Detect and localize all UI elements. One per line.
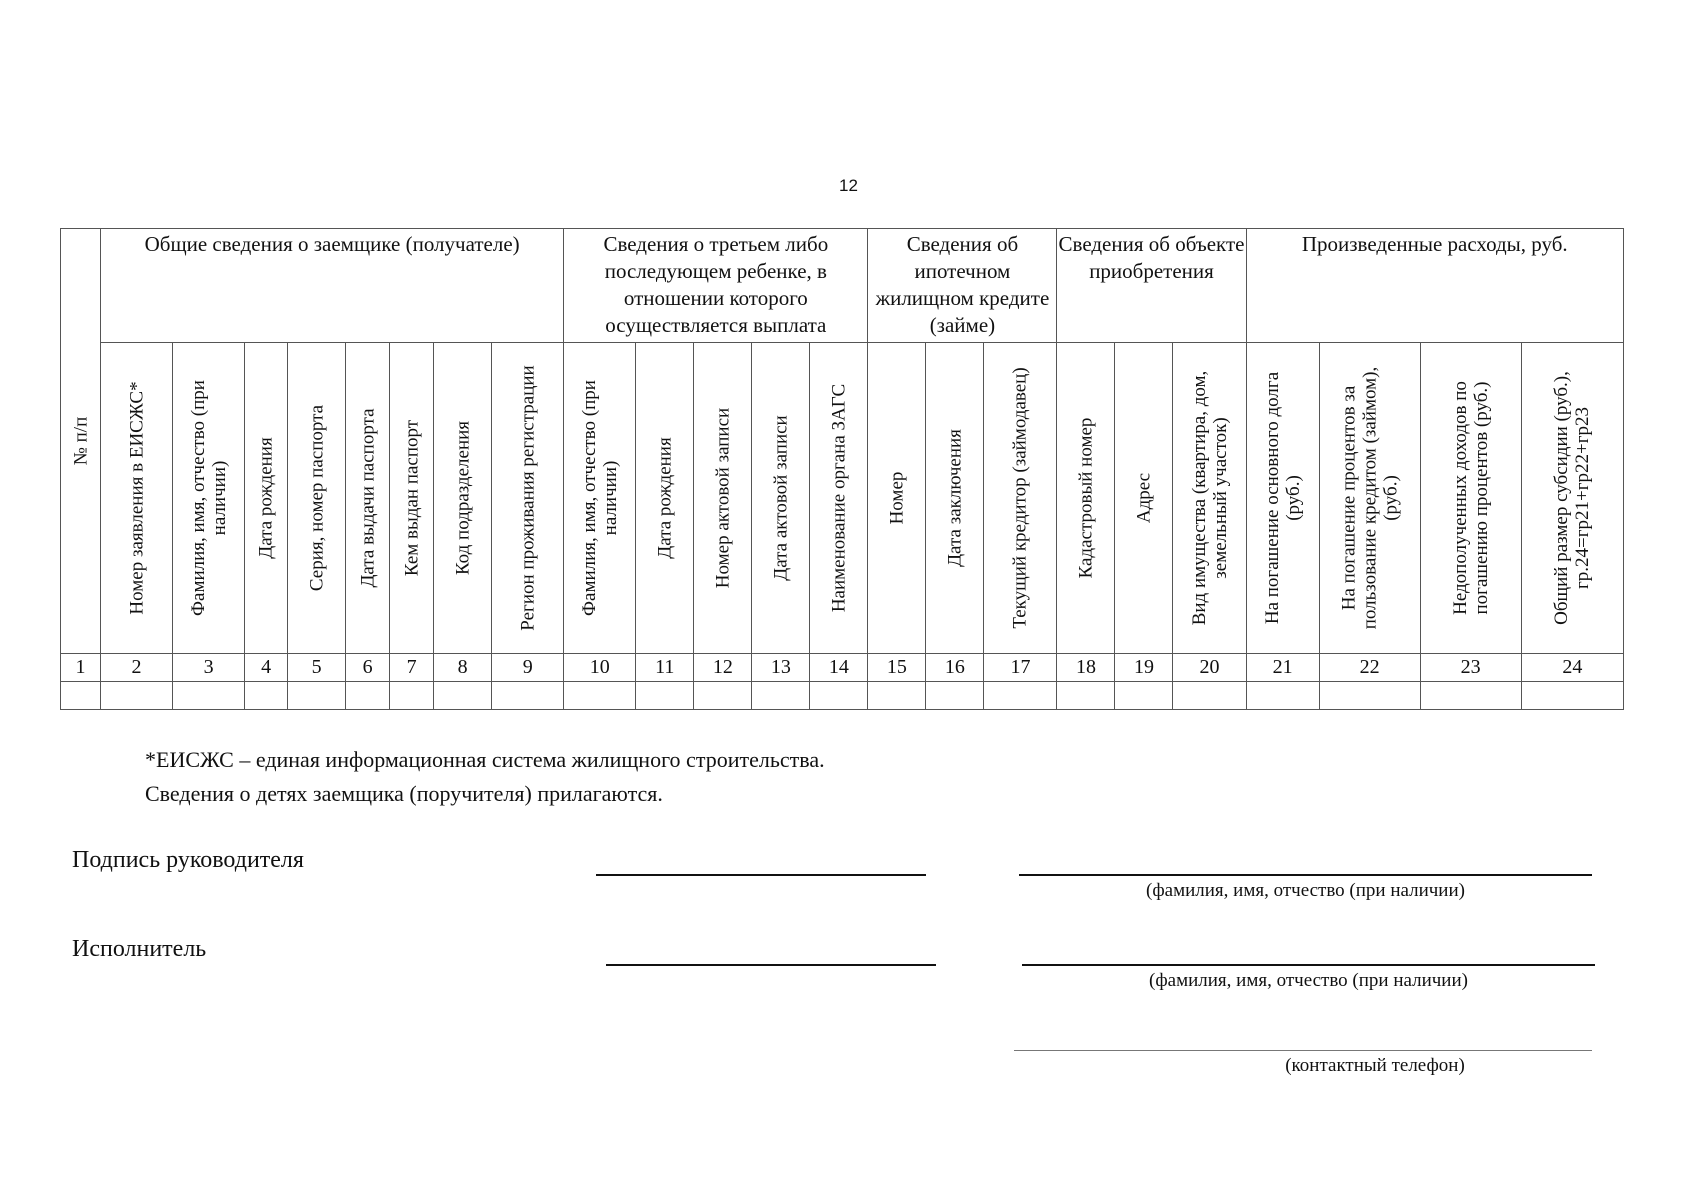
- col-header-23: Недополученных доходов по погашению процентов (руб.): [1420, 343, 1521, 654]
- head-name-line[interactable]: [1019, 874, 1592, 876]
- col-header-8: Код подразделения: [434, 343, 492, 654]
- col-header-24: Общий размер субсидии (руб.), гр.24=гр21+гр22+гр23: [1521, 343, 1623, 654]
- column-number-row: [61, 654, 1624, 682]
- table-cell[interactable]: [810, 682, 868, 710]
- table-cell[interactable]: [288, 682, 346, 710]
- col-header-7: Кем выдан паспорт: [390, 343, 434, 654]
- col-number: 22: [1319, 654, 1420, 682]
- executor-label: Исполнитель: [72, 936, 207, 962]
- group-expenses: Произведенные расходы, руб.: [1246, 229, 1623, 343]
- table-cell[interactable]: [564, 682, 636, 710]
- col-number: 5: [288, 654, 346, 682]
- executor-signature-line[interactable]: [606, 964, 936, 966]
- footnote-children: Сведения о детях заемщика (поручителя) прилагаются.: [145, 781, 663, 806]
- col-header-2: Номер заявления в ЕИСЖС*: [101, 343, 173, 654]
- col-number: 20: [1173, 654, 1246, 682]
- col-number: 11: [636, 654, 694, 682]
- head-signature-label: Подпись руководителя: [72, 847, 304, 873]
- table-cell[interactable]: [346, 682, 390, 710]
- col-number: 15: [868, 654, 926, 682]
- col-header-20: Вид имущества (квартира, дом, земельный участок): [1173, 343, 1246, 654]
- group-borrower-info: Общие сведения о заемщике (получателе): [101, 229, 564, 343]
- table-cell[interactable]: [1115, 682, 1173, 710]
- table-cell[interactable]: [1246, 682, 1319, 710]
- col-header-12: Номер актовой записи: [694, 343, 752, 654]
- empty-data-row: [61, 682, 1624, 710]
- col-header-22: На погашение процентов за пользование кредитом (займом), (руб.): [1319, 343, 1420, 654]
- group-property-info: Сведения об объекте приобретения: [1057, 229, 1246, 343]
- col-header-15: Номер: [868, 343, 926, 654]
- col-number: 3: [173, 654, 245, 682]
- col-number: 1: [61, 654, 101, 682]
- footnote-eisjs: *ЕИСЖС – единая информационная система жилищного строительства.: [145, 747, 825, 772]
- executor-name-caption: (фамилия, имя, отчество (при наличии): [1149, 970, 1468, 991]
- group-child-info: Сведения о третьем либо последующем ребенке, в отношении которого осуществляется выплата: [564, 229, 868, 343]
- col-header-11: Дата рождения: [636, 343, 694, 654]
- col-number: 10: [564, 654, 636, 682]
- table-cell[interactable]: [61, 682, 101, 710]
- col-number: 6: [346, 654, 390, 682]
- col-header-5: Серия, номер паспорта: [288, 343, 346, 654]
- table-cell[interactable]: [173, 682, 245, 710]
- table-cell[interactable]: [101, 682, 173, 710]
- col-number: 9: [492, 654, 564, 682]
- table-cell[interactable]: [1173, 682, 1246, 710]
- col-number: 13: [752, 654, 810, 682]
- table-cell[interactable]: [1521, 682, 1623, 710]
- col-number: 16: [926, 654, 984, 682]
- table-cell[interactable]: [1057, 682, 1115, 710]
- table-cell[interactable]: [492, 682, 564, 710]
- col-header-21: На погашение основного долга (руб.): [1246, 343, 1319, 654]
- table-cell[interactable]: [390, 682, 434, 710]
- col-header-9: Регион проживания регистрации: [492, 343, 564, 654]
- col-header-3: Фамилия, имя, отчество (при наличии): [173, 343, 245, 654]
- col-number: 2: [101, 654, 173, 682]
- col-header-6: Дата выдачи паспорта: [346, 343, 390, 654]
- table-cell[interactable]: [434, 682, 492, 710]
- col-header-4: Дата рождения: [245, 343, 288, 654]
- subsidy-table: [60, 228, 1624, 710]
- col-number: 14: [810, 654, 868, 682]
- col-number: 7: [390, 654, 434, 682]
- table-cell[interactable]: [245, 682, 288, 710]
- col-number: 4: [245, 654, 288, 682]
- table-cell[interactable]: [984, 682, 1057, 710]
- executor-name-line[interactable]: [1022, 964, 1595, 966]
- group-mortgage-info: Сведения об ипотечном жилищном кредите (займе): [868, 229, 1057, 343]
- np-header: № п/п: [70, 416, 91, 466]
- col-header-10: Фамилия, имя, отчество (при наличии): [564, 343, 636, 654]
- table-cell[interactable]: [1420, 682, 1521, 710]
- table-cell[interactable]: [752, 682, 810, 710]
- col-number: 18: [1057, 654, 1115, 682]
- col-header-18: Кадастровый номер: [1057, 343, 1115, 654]
- table-cell[interactable]: [1319, 682, 1420, 710]
- col-number: 19: [1115, 654, 1173, 682]
- head-name-caption: (фамилия, имя, отчество (при наличии): [1146, 880, 1465, 901]
- head-signature-line[interactable]: [596, 874, 926, 876]
- table-cell[interactable]: [694, 682, 752, 710]
- col-header-19: Адрес: [1115, 343, 1173, 654]
- table-cell[interactable]: [926, 682, 984, 710]
- col-number: 24: [1521, 654, 1623, 682]
- page-number: 12: [839, 176, 858, 195]
- col-number: 21: [1246, 654, 1319, 682]
- phone-caption: (контактный телефон): [1285, 1055, 1465, 1076]
- col-header-14: Наименование органа ЗАГС: [810, 343, 868, 654]
- col-number: 17: [984, 654, 1057, 682]
- col-number: 23: [1420, 654, 1521, 682]
- phone-line[interactable]: [1014, 1050, 1592, 1051]
- table-cell[interactable]: [868, 682, 926, 710]
- col-number: 12: [694, 654, 752, 682]
- col-header-16: Дата заключения: [926, 343, 984, 654]
- np-header-cell: [61, 229, 101, 654]
- table-cell[interactable]: [636, 682, 694, 710]
- col-header-13: Дата актовой записи: [752, 343, 810, 654]
- col-header-17: Текущий кредитор (займодавец): [984, 343, 1057, 654]
- col-number: 8: [434, 654, 492, 682]
